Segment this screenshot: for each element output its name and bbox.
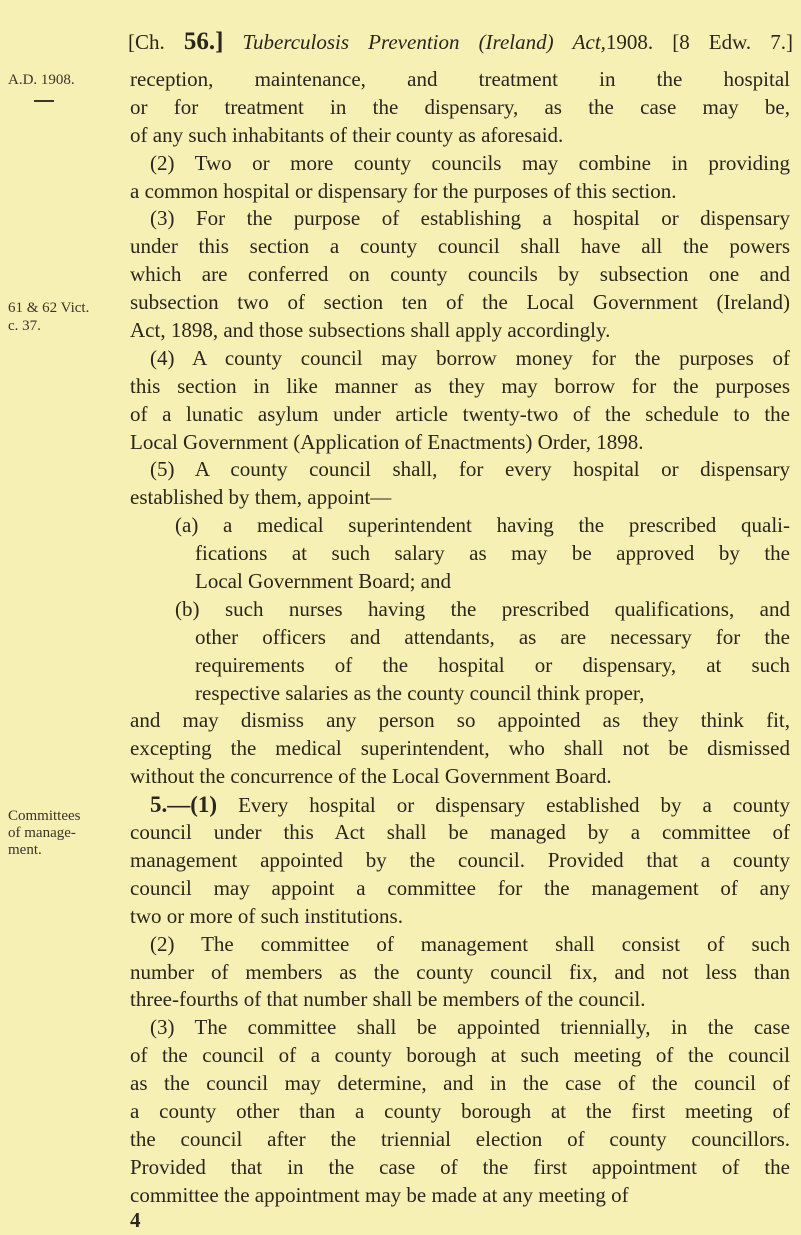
text-line: council under this Act shall be managed by a committee of [130,820,790,845]
text-line: other officers and attendants, as are necessary for the [195,624,790,649]
body-text [130,66,790,1210]
act-title-act: Act, [572,30,606,54]
text-line: excepting the medical superintendent, who shall not be dismissed [130,736,790,761]
paragraph [130,1014,790,1209]
text-line: as the council may determine, and in the case of the council of [130,1071,790,1096]
text-line: council may appoint a committee for the management of any [130,875,790,900]
act-title-ireland: (Ireland) [478,30,554,54]
text-line: subsection two of section ten of the Local Government (Ireland) [130,290,790,315]
text-line: and may dismiss any person so appointed as they think fit, [130,708,790,733]
paragraph [130,150,790,206]
text-line: (2) Two or more county councils may combine in providing [150,150,790,175]
paragraph [130,345,790,457]
list-item [130,596,790,708]
page-number: 4 [130,1208,141,1232]
text-line: this section in like manner as they may borrow for the purposes [130,373,790,398]
text-line: management appointed by the council. Provided that a county [130,847,790,872]
section-number: 5.—(1) [150,792,218,818]
margin-dash [34,100,54,102]
text-line: a county other than a county borough at the first meeting of [130,1098,790,1123]
text-line: of a lunatic asylum under article twenty-two of the schedule to the [130,401,790,426]
text-line: established by them, appoint— [130,485,392,510]
text-line: (5) A county council shall, for every hospital or dispensary [150,457,790,482]
text-line: Local Government Board; and [195,569,451,594]
text-line: respective salaries as the county council think proper, [195,680,645,705]
paragraph [130,456,790,512]
margin-note-vict: 61 & 62 Vict. [8,300,90,316]
chapter-number: 56.] [183,28,224,55]
text-line: under this section a county council shall have all the powers [130,234,790,259]
list-item [130,512,790,596]
chapter-label: [Ch. [128,30,165,54]
text-line: of the council of a county borough at such meeting of the council [130,1043,790,1068]
text-line: requirements of the hospital or dispensary, at such [195,652,790,677]
margin-note-committees [8,808,81,859]
text-line: committee the appointment may be made at any meeting of [130,1182,629,1207]
text-line: which are conferred on county councils by subsection one and [130,262,790,287]
paragraph [130,791,790,930]
act-title: Tuberculosis Prevention [242,30,460,54]
margin-note-ad: A.D. 1908. [8,72,75,88]
text-line: number of members as the county council fix, and not less than [130,959,790,984]
margin-note-chapter: c. 37. [8,318,41,334]
text-line: (a) a medical superintendent having the prescribed quali- [175,513,790,538]
paragraph [130,931,790,1015]
text-line: or for treatment in the dispensary, as the case may be, [130,94,790,119]
text-line: (2) The committee of management shall consist of such [150,931,790,956]
act-year: 1908. [605,30,654,54]
running-header [128,28,793,56]
text-line: Provided that in the case of the first appointment of the [130,1154,790,1179]
text-line: a common hospital or dispensary for the purposes of this section. [130,178,677,203]
margin-note-line: of manage- [8,825,76,841]
text-line: the council after the triennial election of county councillors. [130,1126,790,1151]
text-line: 5.—(1) Every hospital or dispensary established by a county [150,792,790,818]
text-line: of any such inhabitants of their county as aforesaid. [130,122,564,147]
margin-note-line: ment. [8,842,42,858]
regnal-year: [8 Edw. 7.] [672,30,794,54]
text-line: without the concurrence of the Local Government Board. [130,764,612,789]
text-line: (b) such nurses having the prescribed qualifications, and [175,596,790,621]
paragraph [130,205,790,344]
text-line: (4) A county council may borrow money for the purposes of [150,345,790,370]
text-line: (3) The committee shall be appointed triennially, in the case [150,1015,790,1040]
text-line: Local Government (Application of Enactments) Order, 1898. [130,429,644,454]
text-line: (3) For the purpose of establishing a hospital or dispensary [150,206,790,231]
margin-note-line: Committees [8,808,81,824]
paragraph [130,66,790,150]
text-line: three-fourths of that number shall be members of the council. [130,987,646,1012]
paragraph [130,707,790,791]
text-line: two or more of such institutions. [130,903,403,928]
text-line: reception, maintenance, and treatment in the hospital [130,67,790,91]
text-line: fications at such salary as may be approved by the [195,541,790,566]
text-line: Act, 1898, and those subsections shall apply accordingly. [130,318,611,343]
